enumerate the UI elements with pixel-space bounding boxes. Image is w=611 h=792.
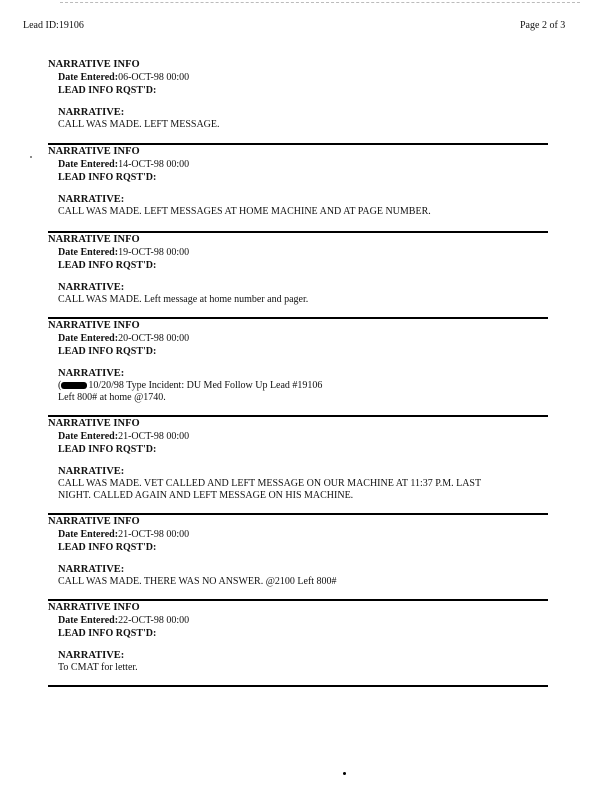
date-entered-value: 22-OCT-98 00:00 — [118, 615, 190, 626]
date-entered-value: 06-OCT-98 00:00 — [118, 72, 190, 83]
narrative-text: To CMAT for letter. — [58, 662, 138, 673]
top-scan-rule — [60, 2, 580, 3]
narrative-text: CALL WAS MADE. THERE WAS NO ANSWER. @2100 Left 800# — [58, 576, 337, 587]
date-entered-label: Date Entered: — [58, 72, 119, 83]
narrative-label: NARRATIVE: — [58, 282, 125, 293]
narrative-entry — [48, 58, 548, 131]
narrative-label: NARRATIVE: — [58, 107, 125, 118]
narrative-label: NARRATIVE: — [58, 650, 125, 661]
narrative-label: NARRATIVE: — [58, 194, 125, 205]
section-title: NARRATIVE INFO — [48, 415, 548, 430]
lead-info-label: LEAD INFO RQST'D: — [58, 172, 157, 183]
date-entered — [48, 158, 548, 171]
date-entered-value: 19-OCT-98 00:00 — [118, 247, 190, 258]
narrative-prefix: ( — [58, 380, 62, 391]
narrative-text: CALL WAS MADE. LEFT MESSAGES AT HOME MACHINE AND AT PAGE NUMBER. — [58, 206, 431, 217]
narrative-text: CALL WAS MADE. VET CALLED AND LEFT MESSAGE ON OUR MACHINE AT 11:37 P.M. LAST NIGHT. CALLED AGAIN AND LEFT MESSAGE ON HIS MACHINE. — [58, 478, 482, 501]
date-entered-label: Date Entered: — [58, 333, 119, 344]
redaction-mark — [61, 382, 87, 389]
lead-info-label: LEAD INFO RQST'D: — [58, 346, 157, 357]
date-entered — [48, 430, 548, 443]
narrative-body: 10/20/98 Type Incident: DU Med Follow Up Lead #19106 Left 800# at home @1740. — [58, 380, 323, 403]
date-entered-label: Date Entered: — [58, 529, 119, 540]
section-title: NARRATIVE INFO — [48, 231, 548, 246]
date-entered-value: 21-OCT-98 00:00 — [118, 529, 190, 540]
date-entered-value: 20-OCT-98 00:00 — [118, 333, 190, 344]
narrative-text: CALL WAS MADE. Left message at home number and pager. — [58, 294, 309, 305]
narrative-entry — [48, 599, 548, 674]
lead-info-label: LEAD INFO RQST'D: — [58, 444, 157, 455]
date-entered-label: Date Entered: — [58, 431, 119, 442]
date-entered-label: Date Entered: — [58, 615, 119, 626]
date-entered-value: 21-OCT-98 00:00 — [118, 431, 190, 442]
date-entered — [48, 614, 548, 627]
lead-info-label: LEAD INFO RQST'D: — [58, 85, 157, 96]
narrative-label: NARRATIVE: — [58, 368, 125, 379]
narrative-label: NARRATIVE: — [58, 564, 125, 575]
narrative-label: NARRATIVE: — [58, 466, 125, 477]
date-entered-value: 14-OCT-98 00:00 — [118, 159, 190, 170]
section-title: NARRATIVE INFO — [48, 59, 140, 70]
date-entered — [48, 528, 548, 541]
date-entered-label: Date Entered: — [58, 159, 119, 170]
page-number: Page 2 of 3 — [520, 20, 566, 31]
narrative-entry — [48, 317, 548, 404]
section-title: NARRATIVE INFO — [48, 513, 548, 528]
section-title: NARRATIVE INFO — [48, 143, 548, 158]
section-title: NARRATIVE INFO — [48, 599, 548, 614]
narrative-entry — [48, 513, 548, 588]
lead-id: Lead ID:19106 — [23, 20, 84, 31]
scan-speck — [30, 156, 32, 158]
lead-info-label: LEAD INFO RQST'D: — [58, 628, 157, 639]
narrative-entry — [48, 143, 548, 218]
narrative-text — [48, 380, 548, 404]
date-entered — [48, 246, 548, 259]
lead-info-label: LEAD INFO RQST'D: — [58, 260, 157, 271]
date-entered — [48, 332, 548, 345]
scan-speck — [343, 772, 346, 775]
narrative-entry — [48, 231, 548, 306]
section-title: NARRATIVE INFO — [48, 317, 548, 332]
end-rule — [48, 685, 548, 687]
date-entered-label: Date Entered: — [58, 247, 119, 258]
narrative-entry — [48, 415, 548, 502]
narrative-text: CALL WAS MADE. LEFT MESSAGE. — [58, 119, 220, 130]
lead-info-label: LEAD INFO RQST'D: — [58, 542, 157, 553]
date-entered — [48, 71, 548, 84]
